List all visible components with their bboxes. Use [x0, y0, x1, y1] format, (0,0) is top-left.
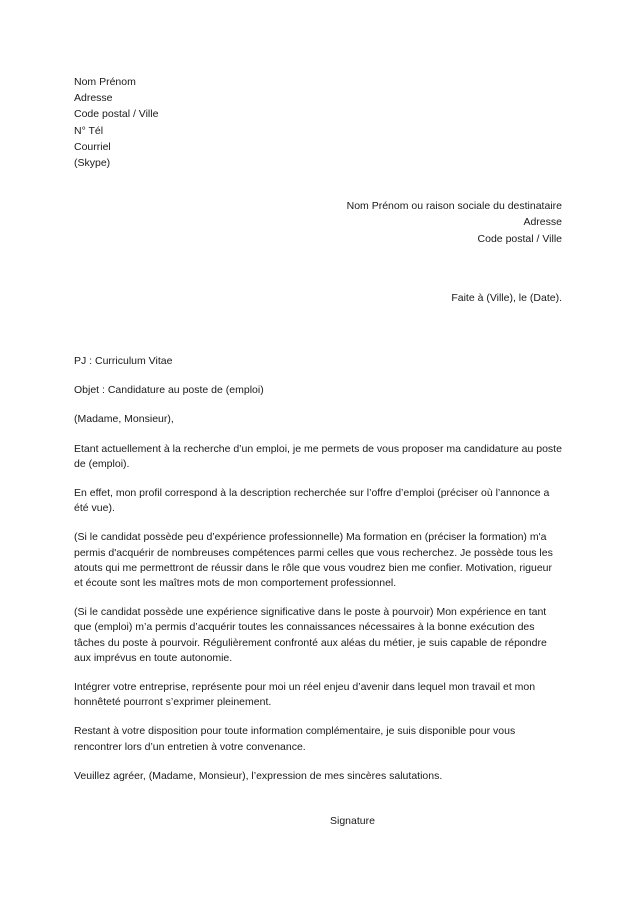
attachment-line: PJ : Curriculum Vitae [74, 355, 173, 368]
letter-body [74, 354, 562, 784]
sender-line-address: Adresse [74, 92, 113, 105]
closing-formula: Veuillez agréer, (Madame, Monsieur), l’expression de mes sincères salutations. [74, 769, 443, 782]
sender-line-name: Nom Prénom [74, 76, 136, 88]
recipient-line-address: Adresse [523, 216, 562, 229]
sender-line-postal-city: Code postal / Ville [74, 108, 159, 121]
recipient-address-block [74, 198, 562, 247]
recipient-line-postal-city: Code postal / Ville [477, 232, 562, 245]
salutation-line: (Madame, Monsieur), [74, 413, 174, 426]
subject-line: Objet : Candidature au poste de (emploi) [74, 384, 264, 397]
sender-line-phone: N° Tél [74, 124, 104, 137]
body-paragraph-6: Restant à votre disposition pour toute information complémentaire, je suis disponible pour vous rencontrer lors d’un entretien à votre convenance. [74, 725, 516, 753]
date-location-line: Faite à (Ville), le (Date). [451, 291, 562, 304]
body-paragraph-1: Etant actuellement à la recherche d’un emploi, je me permets de vous proposer ma candidature au poste de (emploi). [74, 442, 562, 470]
body-paragraph-2: En effet, mon profil correspond à la description recherchée sur l’offre d’emploi (préciser où l’annonce a été vue). [74, 487, 550, 515]
recipient-line-name: Nom Prénom ou raison sociale du destinataire [346, 200, 562, 213]
letter-content [74, 74, 562, 829]
sender-address-block [74, 74, 562, 171]
signature-label: Signature [330, 815, 375, 828]
body-paragraph-3: (Si le candidat possède peu d’expérience professionnelle) Ma formation en (préciser la formation) m'a permis d'acquérir de nombreuses compétences parmi celles que vous recherchez. Je possède tous les atouts qui me permettront de réussir dans le rôle que vous voudrez bien me confier. Motivation, rigueur et écoute sont les maîtres mots de mon comportement professionnel. [74, 531, 553, 590]
sender-line-skype: (Skype) [74, 157, 111, 170]
body-paragraph-5: Intégrer votre entreprise, représente pour moi un réel enjeu d’avenir dans lequel mon travail et mon honnêteté pourront s’exprimer pleinement. [74, 681, 536, 709]
sender-line-email: Courriel [74, 140, 111, 153]
body-paragraph-4: (Si le candidat possède une expérience significative dans le poste à pourvoir) Mon expérience en tant que (emploi) m’a permis d’acquérir toutes les connaissances nécessaires à la bonne exécution des tâches du poste à pourvoir. Régulièrement confronté aux aléas du métier, je suis capable de répondre aux imprévus en toute autonomie. [74, 606, 547, 664]
